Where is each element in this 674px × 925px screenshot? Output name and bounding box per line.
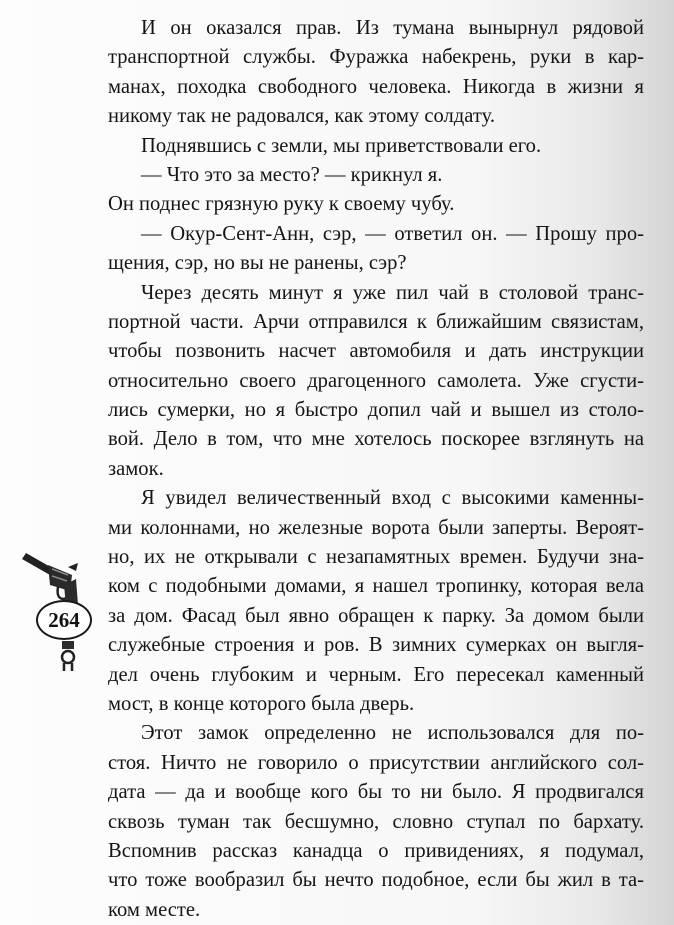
text-line: замок. — [108, 457, 164, 480]
text-line: вой. Дело в том, что мне хотелось поскорее взглянуть на — [108, 428, 644, 451]
text-line: лись сумерки, но я быстро допил чай и вышел из столо- — [108, 399, 644, 422]
text-line: — Окур-Сент-Анн, сэр, — ответил он. — Прошу про- — [141, 222, 644, 245]
text-line: стоя. Ничто не говорило о присутствии английского сол- — [108, 751, 644, 774]
body-text — [108, 14, 644, 925]
text-line: портной части. Арчи отправился к ближайшим связистам, — [108, 310, 644, 333]
text-line: дел очень глубоким и черным. Его пересекал каменный — [108, 663, 644, 686]
text-line: И он оказался прав. Из тумана вынырнул рядовой — [141, 17, 644, 39]
text-line: ми колоннами, но железные ворота были заперты. Вероят- — [108, 516, 644, 539]
text-line: ком с подобными домами, я нашел тропинку, которая вела — [108, 575, 644, 598]
text-line: за дом. Фасад был явно обращен к парку. За домом были — [108, 604, 644, 627]
page-number: 264 — [36, 600, 92, 640]
text-line: Через десять минут я уже пил чай в столовой транс- — [141, 281, 644, 304]
text-line: дата — да и вообще кого бы то ни было. Я продвигался — [108, 781, 644, 804]
text-line: Он поднес грязную руку к своему чубу. — [108, 193, 455, 216]
text-line: Вспомнив рассказ канадца о привидениях, я подумал, — [108, 839, 644, 862]
text-line: ком месте. — [108, 898, 201, 921]
text-line: Поднявшись с земли, мы приветствовали его. — [141, 134, 542, 157]
text-line: щения, сэр, но вы не ранены, сэр? — [108, 252, 407, 275]
text-line: но, их не открывали с незапамятных времен. Будучи зна- — [108, 546, 644, 569]
text-line: Этот замок определенно не использовался для по- — [141, 722, 644, 745]
text-line: транспортной службы. Фуражка набекрень, руки в кар- — [108, 46, 644, 69]
text-line: чтобы позвонить насчет автомобиля и дать инструкции — [108, 340, 644, 363]
text-line: никому так не радовался, как этому солдату. — [108, 105, 495, 128]
text-line: мост, в конце которого была дверь. — [108, 692, 415, 715]
text-line: что тоже вообразил бы нечто подобное, если бы жил в та- — [108, 869, 644, 892]
text-line: манах, походка свободного человека. Никогда в жизни я — [108, 75, 644, 98]
text-line: сквозь туман так бесшумно, словно ступал по бархату. — [108, 810, 644, 833]
text-line: относительно своего драгоценного самолета. Уже сгусти- — [108, 369, 644, 392]
text-line: — Что это за место? — крикнул я. — [141, 163, 443, 186]
text-line: Я увидел величественный вход с высокими каменны- — [141, 487, 644, 510]
text-line: служебные строения и ров. В зимних сумерках он выгля- — [108, 634, 644, 657]
